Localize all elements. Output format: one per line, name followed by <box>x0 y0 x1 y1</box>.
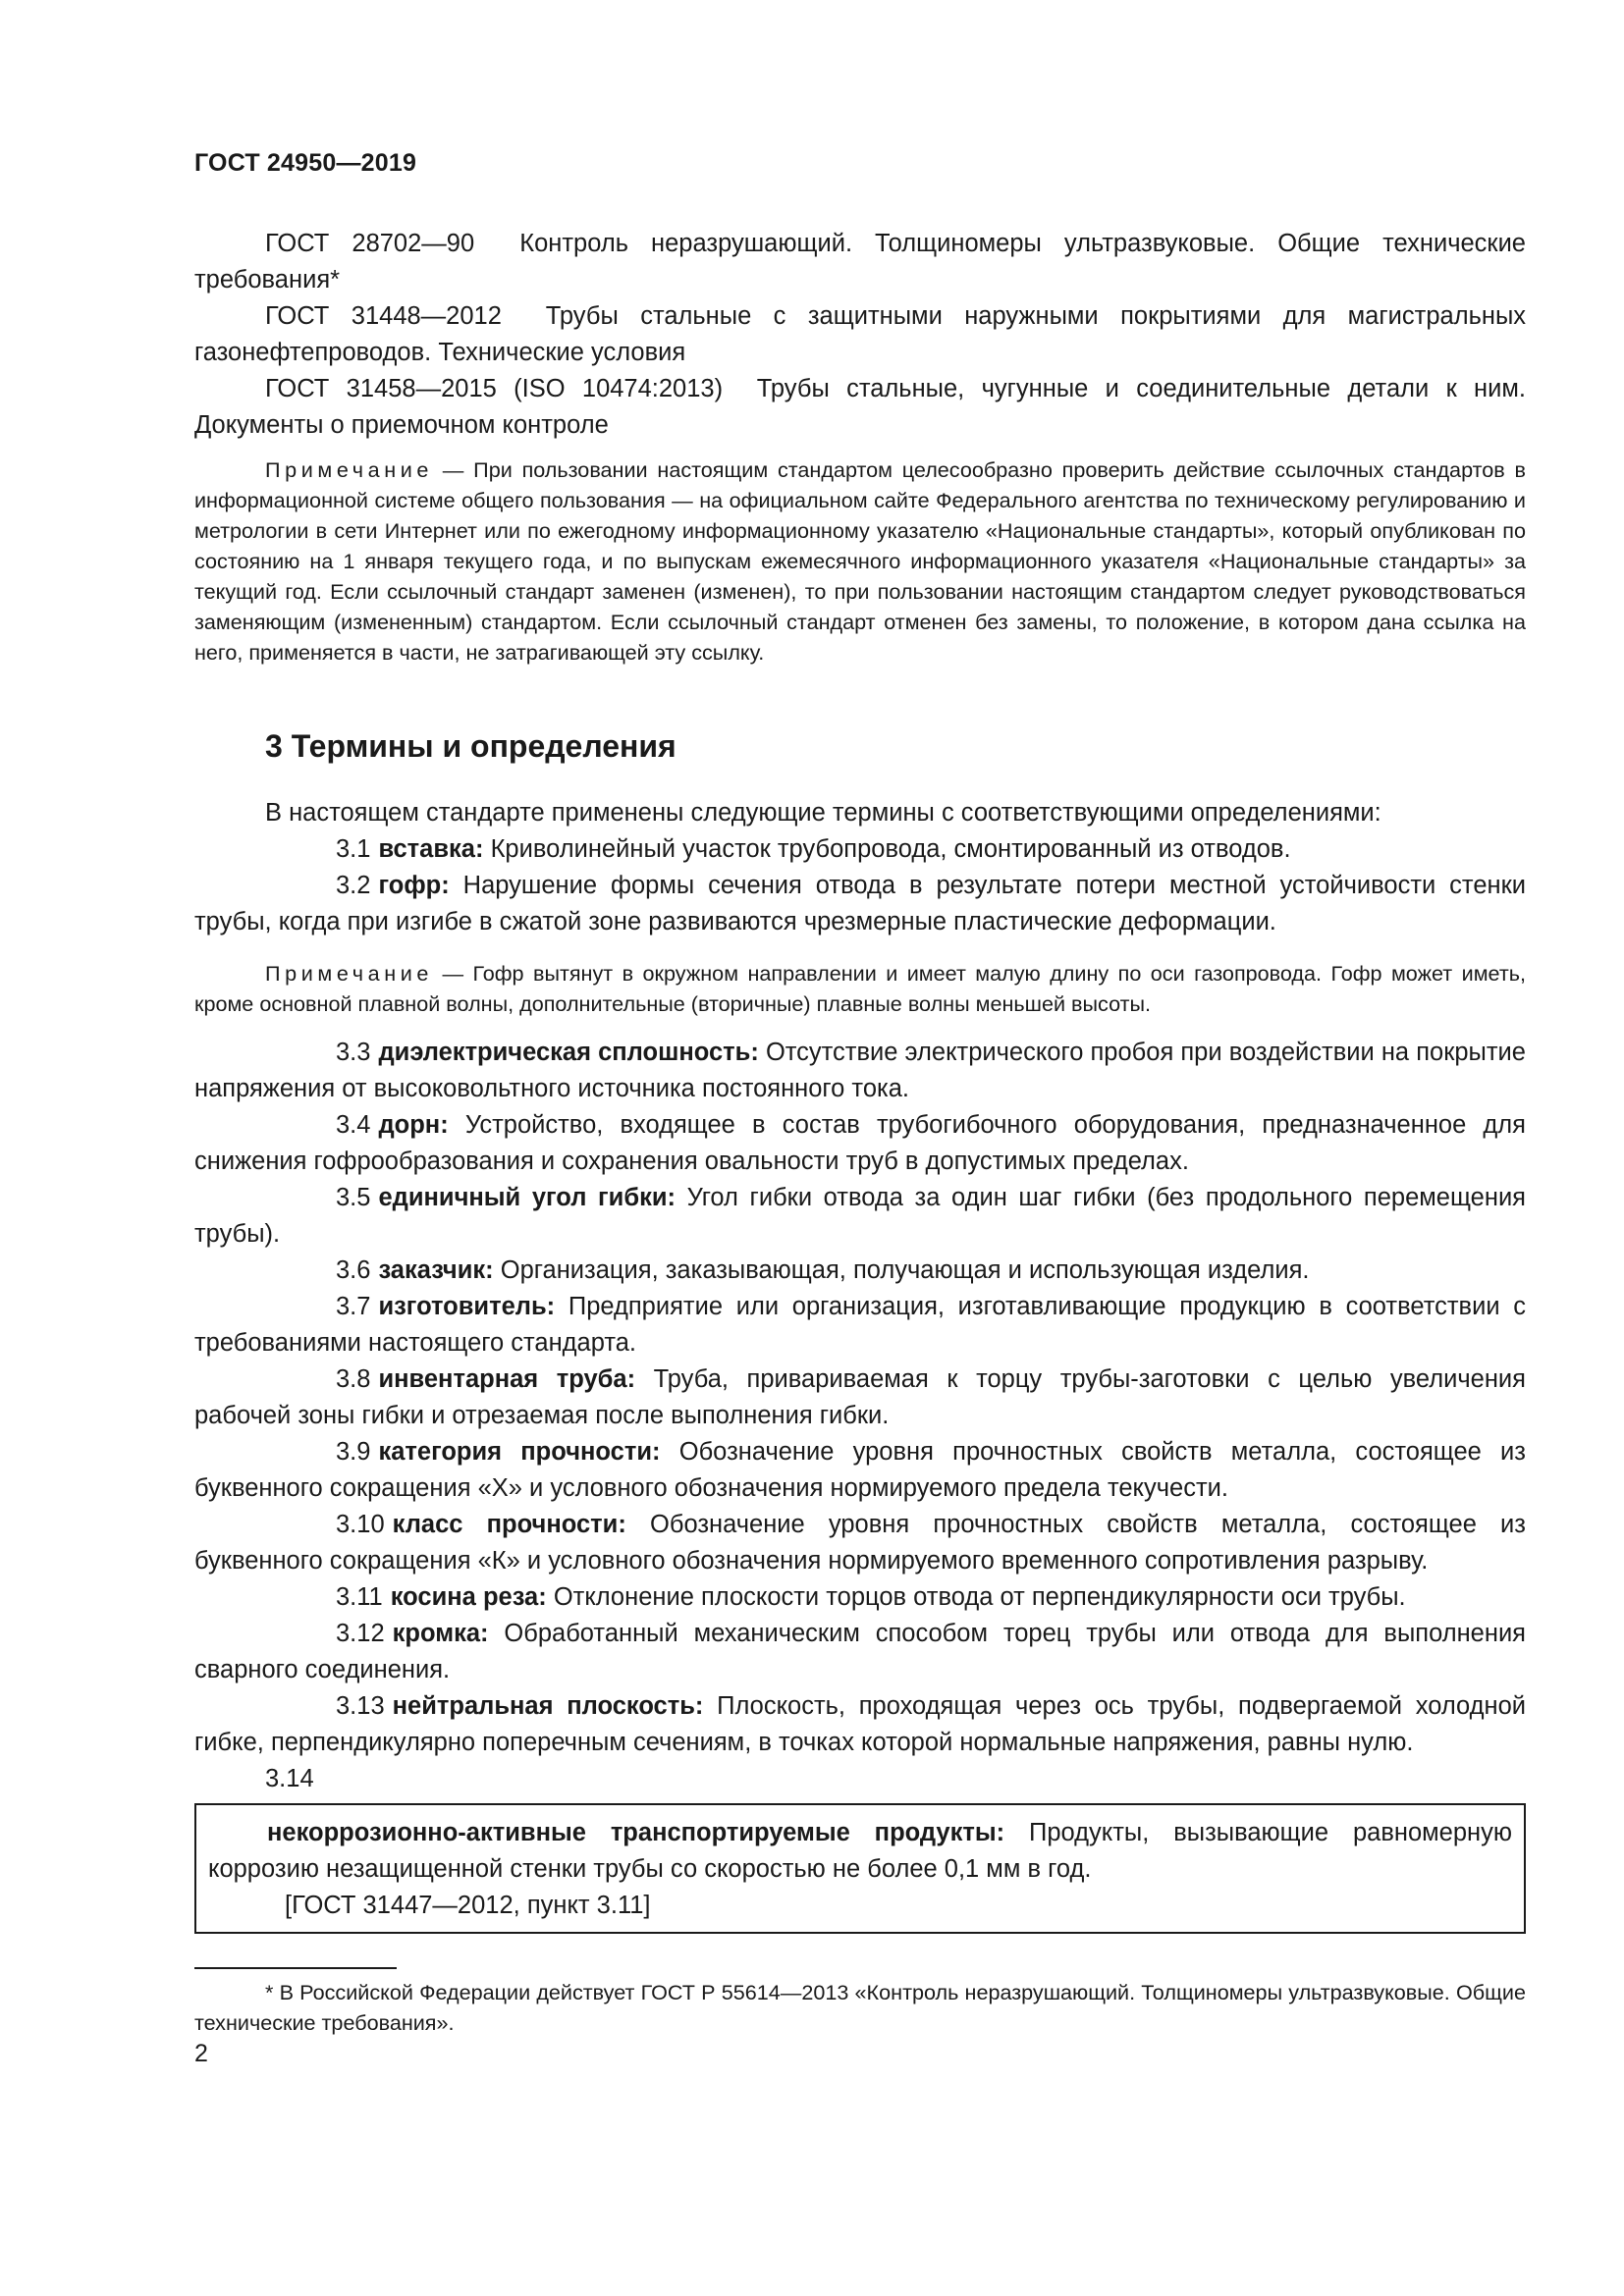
section-intro: В настоящем стандарте применены следующие термины с соответствующими определениями: <box>265 799 1381 827</box>
term-definition: Обозначение уровня прочностных свойств металла, состоящее из буквенного сокращения «Х» и условного обозначения нормируемого предела текучести. <box>194 1438 1526 1502</box>
term-item <box>194 831 1526 868</box>
term-name: диэлектрическая сплошность: <box>378 1039 759 1066</box>
term-definition: Отклонение плоскости торцов отвода от перпендикулярности оси трубы. <box>553 1583 1406 1611</box>
reference-code: ГОСТ 31458—2015 (ISO 10474:2013) <box>265 375 724 402</box>
term-number-only: 3.14 <box>265 1765 314 1792</box>
term-number: 3.3 <box>336 1039 371 1066</box>
reference-title: Контроль неразрушающий. Толщиномеры ультразвуковые. Общие технические требования* <box>194 230 1526 294</box>
reference-title: Трубы стальные с защитными наружными покрытиями для магистральных газонефтепроводов. Технические условия <box>194 302 1527 366</box>
term-item <box>194 1362 1526 1434</box>
term-definition: Труба, привариваемая к торцу трубы-заготовки с целью увеличения рабочей зоны гибки и отрезаемая после выполнения гибки. <box>194 1365 1526 1429</box>
reference-title: Трубы стальные, чугунные и соединительные детали к ним. Документы о приемочном контроле <box>194 375 1527 439</box>
term-definition: Обработанный механическим способом торец трубы или отвода для выполнения сварного соединения. <box>194 1620 1526 1683</box>
term-number: 3.6 <box>336 1256 371 1284</box>
term-item <box>208 1815 1512 1888</box>
boxed-term <box>194 1803 1526 1934</box>
reference-item <box>194 298 1526 371</box>
term-item <box>194 868 1526 940</box>
reference-item <box>194 226 1526 298</box>
term-name: гофр: <box>378 872 450 899</box>
term-name: инвентарная труба: <box>378 1365 636 1393</box>
references-note <box>194 454 1526 667</box>
term-number: 3.11 <box>336 1583 383 1611</box>
document-header: ГОСТ 24950—2019 <box>194 149 417 177</box>
term-definition: Нарушение формы сечения отвода в результате потери местной устойчивости стенки трубы, когда при изгибе в сжатой зоне развиваются чрезмерные пластические деформации. <box>194 872 1526 935</box>
term-definition: Предприятие или организация, изготавливающие продукцию в соответствии с требованиями настоящего стандарта. <box>194 1293 1527 1357</box>
term-item <box>194 1180 1526 1253</box>
term-name: категория прочности: <box>378 1438 661 1466</box>
term-definition: Обозначение уровня прочностных свойств металла, состоящее из буквенного сокращения «К» и условного обозначения нормируемого временного сопротивления разрыву. <box>194 1511 1526 1575</box>
term-definition: Продукты, вызывающие равномерную коррозию незащищенной стенки трубы со скоростью не более 0,1 мм в год. <box>208 1819 1512 1883</box>
term-name: кромка: <box>392 1620 489 1647</box>
term-item <box>194 1107 1526 1180</box>
note-text: — При пользовании настоящим стандартом целесообразно проверить действие ссылочных стандартов в информационной системе общего пользования — на официальном сайте Федерального агентства по техническому регулированию и метрологии в сети Интернет или по ежегодному информационному указателю «Национальные стандарты», который опубликован по состоянию на 1 января текущего года, и по выпускам ежемесячного информационного указателя «Национальные стандарты» за текущий год. Если ссылочный стандарт заменен (изменен), то при пользовании настоящим стандартом следует руководствоваться заменяющим (измененным) стандартом. Если ссылочный стандарт отменен без замены, то положение, в котором дана ссылка на него, применяется в части, не затрагивающей эту ссылку. <box>194 457 1526 665</box>
note-text: — Гофр вытянут в окружном направлении и имеет малую длину по оси газопровода. Гофр может иметь, кроме основной плавной волны, дополнительные (вторичные) плавные волны меньшей высоты. <box>194 961 1526 1016</box>
term-number: 3.2 <box>336 872 371 899</box>
note-label: Примечание <box>265 457 433 482</box>
term-number: 3.10 <box>336 1511 385 1538</box>
term-number: 3.13 <box>336 1692 385 1720</box>
term-source: [ГОСТ 31447—2012, пункт 3.11] <box>285 1892 651 1919</box>
reference-code: ГОСТ 31448—2012 <box>265 302 502 330</box>
term-name: нейтральная плоскость: <box>392 1692 704 1720</box>
term-item <box>194 1688 1526 1761</box>
term-item <box>194 1579 1526 1616</box>
term-item <box>194 1253 1526 1289</box>
term-item <box>194 1616 1526 1688</box>
term-name: класс прочности: <box>392 1511 626 1538</box>
reference-item <box>194 371 1526 444</box>
term-name: некоррозионно-активные транспортируемые продукты: <box>267 1819 1005 1846</box>
normative-references-list <box>194 226 1526 444</box>
term-name: единичный угол гибки: <box>378 1184 677 1211</box>
section-title: 3 Термины и определения <box>265 728 677 764</box>
term-number: 3.12 <box>336 1620 385 1647</box>
term-definition: Устройство, входящее в состав трубогибочного оборудования, предназначенное для снижения гофрообразования и сохранения овальности труб в допустимых пределах. <box>194 1111 1526 1175</box>
term-name: дорн: <box>378 1111 449 1139</box>
term-number: 3.9 <box>336 1438 371 1466</box>
term-number: 3.1 <box>336 835 371 863</box>
footnote <box>194 1977 1526 2038</box>
term-definition: Угол гибки отвода за один шаг гибки (без продольного перемещения трубы). <box>194 1184 1526 1248</box>
term-name: косина реза: <box>390 1583 547 1611</box>
term-number: 3.4 <box>336 1111 371 1139</box>
term-name: вставка: <box>378 835 484 863</box>
term-name: заказчик: <box>378 1256 494 1284</box>
terms-list <box>194 795 1526 1934</box>
term-item <box>194 1507 1526 1579</box>
page-number: 2 <box>194 2040 208 2067</box>
reference-code: ГОСТ 28702—90 <box>265 230 475 257</box>
term-item <box>194 1289 1526 1362</box>
footnote-divider <box>194 1967 397 1969</box>
term-number: 3.5 <box>336 1184 371 1211</box>
term-item <box>194 1434 1526 1507</box>
term-note <box>194 958 1526 1019</box>
term-number: 3.7 <box>336 1293 371 1320</box>
term-definition: Криволинейный участок трубопровода, смонтированный из отводов. <box>490 835 1291 863</box>
term-definition: Организация, заказывающая, получающая и использующая изделия. <box>500 1256 1310 1284</box>
note-paragraph <box>194 454 1526 667</box>
footnote-text: * В Российской Федерации действует ГОСТ Р 55614—2013 «Контроль неразрушающий. Толщиномеры ультразвуковые. Общие технические требования». <box>194 1980 1526 2035</box>
term-definition: Плоскость, проходящая через ось трубы, подвергаемой холодной гибке, перпендикулярно поперечным сечениям, в точках которой нормальные напряжения, равны нулю. <box>194 1692 1526 1756</box>
note-label: Примечание <box>265 961 433 986</box>
term-item <box>194 1035 1526 1107</box>
term-definition: Отсутствие электрического пробоя при воздействии на покрытие напряжения от высоковольтного источника постоянного тока. <box>194 1039 1526 1102</box>
term-number: 3.8 <box>336 1365 371 1393</box>
term-name: изготовитель: <box>378 1293 556 1320</box>
